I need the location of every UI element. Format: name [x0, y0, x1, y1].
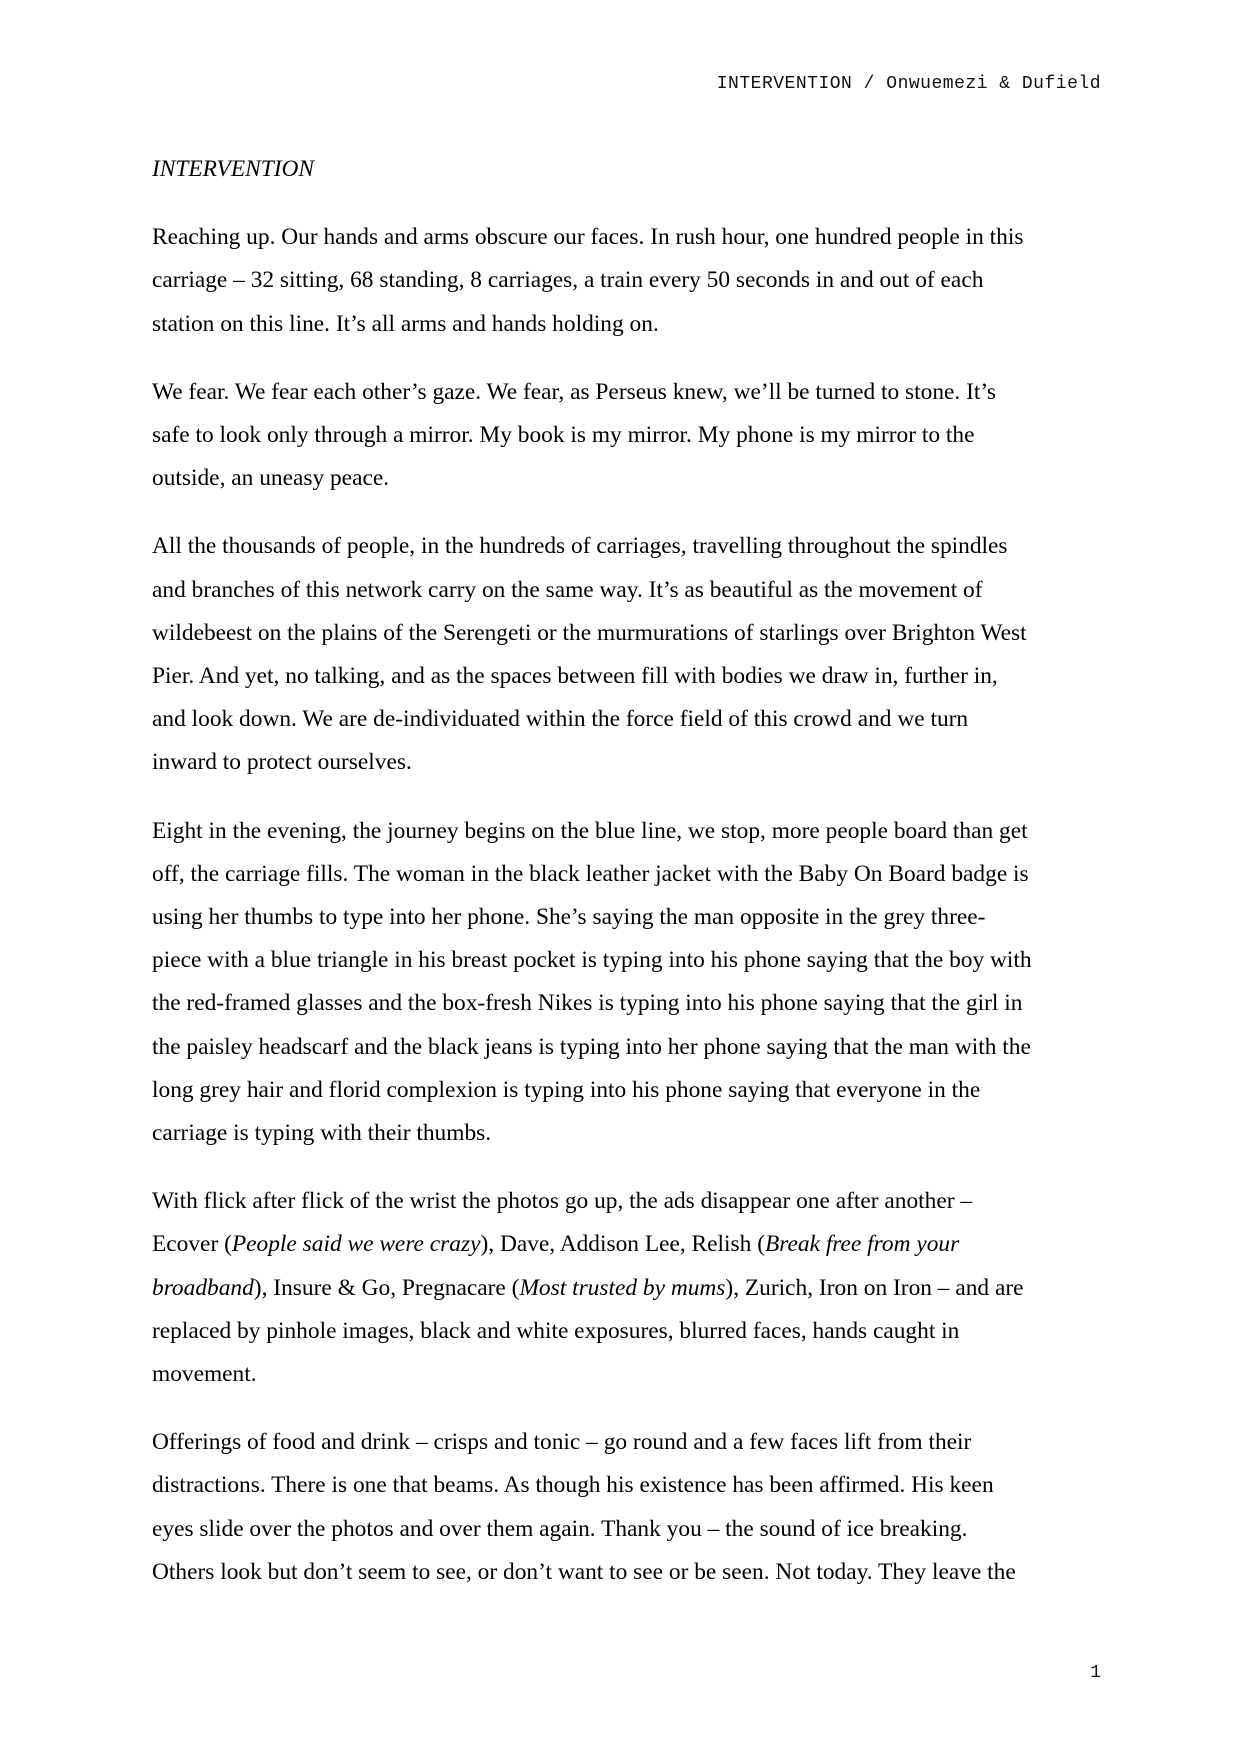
text-line: wildebeest on the plains of the Serengeti or the murmurations of starlings over Brighton West — [152, 619, 1027, 646]
italic-slogan: People said we were crazy — [231, 1231, 481, 1258]
text-line — [152, 1267, 1097, 1310]
text-line: station on this line. It’s all arms and hands holding on. — [152, 310, 659, 337]
text-line: piece with a blue triangle in his breast pocket is typing into his phone saying that the boy with — [152, 947, 1032, 974]
text-line: using her thumbs to type into her phone. She’s saying the man opposite in the grey three- — [152, 904, 986, 931]
paragraph — [152, 525, 1097, 784]
document-title: INTERVENTION — [152, 156, 315, 182]
text-line: With flick after flick of the wrist the photos go up, the ads disappear one after another – — [152, 1188, 973, 1215]
text-line: distractions. There is one that beams. As though his existence has been affirmed. His keen — [152, 1472, 994, 1499]
text-line: carriage is typing with their thumbs. — [152, 1120, 492, 1147]
text-line: the red-framed glasses and the box-fresh Nikes is typing into his phone saying that the girl in — [152, 990, 1023, 1017]
text-line: and look down. We are de-individuated within the force field of this crowd and we turn — [152, 706, 969, 733]
text-run: ), Insure & Go, Pregnacare ( — [253, 1274, 520, 1301]
text-line: Offerings of food and drink – crisps and tonic – go round and a few faces lift from their — [152, 1429, 972, 1456]
text-line — [152, 1223, 1097, 1266]
text-line: All the thousands of people, in the hundreds of carriages, travelling throughout the spindles — [152, 533, 1008, 560]
text-line: outside, an uneasy peace. — [152, 465, 390, 492]
text-line: long grey hair and florid complexion is typing into his phone saying that everyone in the — [152, 1076, 981, 1103]
paragraph — [152, 216, 1097, 346]
text-line: We fear. We fear each other’s gaze. We fear, as Perseus knew, we’ll be turned to stone. It’s — [152, 378, 997, 405]
text-line: eyes slide over the photos and over them again. Thank you – the sound of ice breaking. — [152, 1515, 968, 1542]
text-line: Others look but don’t seem to see, or don’t want to see or be seen. Not today. They leave the — [152, 1558, 1016, 1585]
text-line: safe to look only through a mirror. My book is my mirror. My phone is my mirror to the — [152, 422, 975, 449]
italic-slogan: broadband — [152, 1274, 254, 1301]
text-run: ), Dave, Addison Lee, Relish ( — [480, 1231, 765, 1258]
paragraph — [152, 1180, 1097, 1396]
page-number: 1 — [1090, 1663, 1101, 1683]
text-run: Ecover ( — [152, 1231, 232, 1258]
paragraph — [152, 1421, 1097, 1594]
text-line: Reaching up. Our hands and arms obscure our faces. In rush hour, one hundred people in this — [152, 224, 1024, 251]
italic-slogan: Most trusted by mums — [519, 1274, 726, 1301]
text-line: the paisley headscarf and the black jeans is typing into her phone saying that the man with the — [152, 1033, 1031, 1060]
text-line: replaced by pinhole images, black and white exposures, blurred faces, hands caught in — [152, 1317, 960, 1344]
text-line: carriage – 32 sitting, 68 standing, 8 carriages, a train every 50 seconds in and out of each — [152, 267, 984, 294]
text-line: inward to protect ourselves. — [152, 749, 412, 776]
text-line: off, the carriage fills. The woman in the black leather jacket with the Baby On Board badge is — [152, 860, 1029, 887]
paragraph — [152, 371, 1097, 501]
running-header: INTERVENTION / Onwuemezi & Dufield — [716, 74, 1101, 94]
paragraph — [152, 810, 1097, 1156]
text-line: movement. — [152, 1361, 257, 1388]
document-body — [152, 148, 1097, 1619]
text-line: Eight in the evening, the journey begins on the blue line, we stop, more people board than get — [152, 817, 1028, 844]
italic-slogan: Break free from your — [764, 1231, 960, 1258]
text-run: ), Zurich, Iron on Iron – and are — [725, 1274, 1024, 1301]
text-line: and branches of this network carry on the same way. It’s as beautiful as the movement of — [152, 576, 983, 603]
text-line: Pier. And yet, no talking, and as the spaces between fill with bodies we draw in, further in, — [152, 663, 998, 690]
